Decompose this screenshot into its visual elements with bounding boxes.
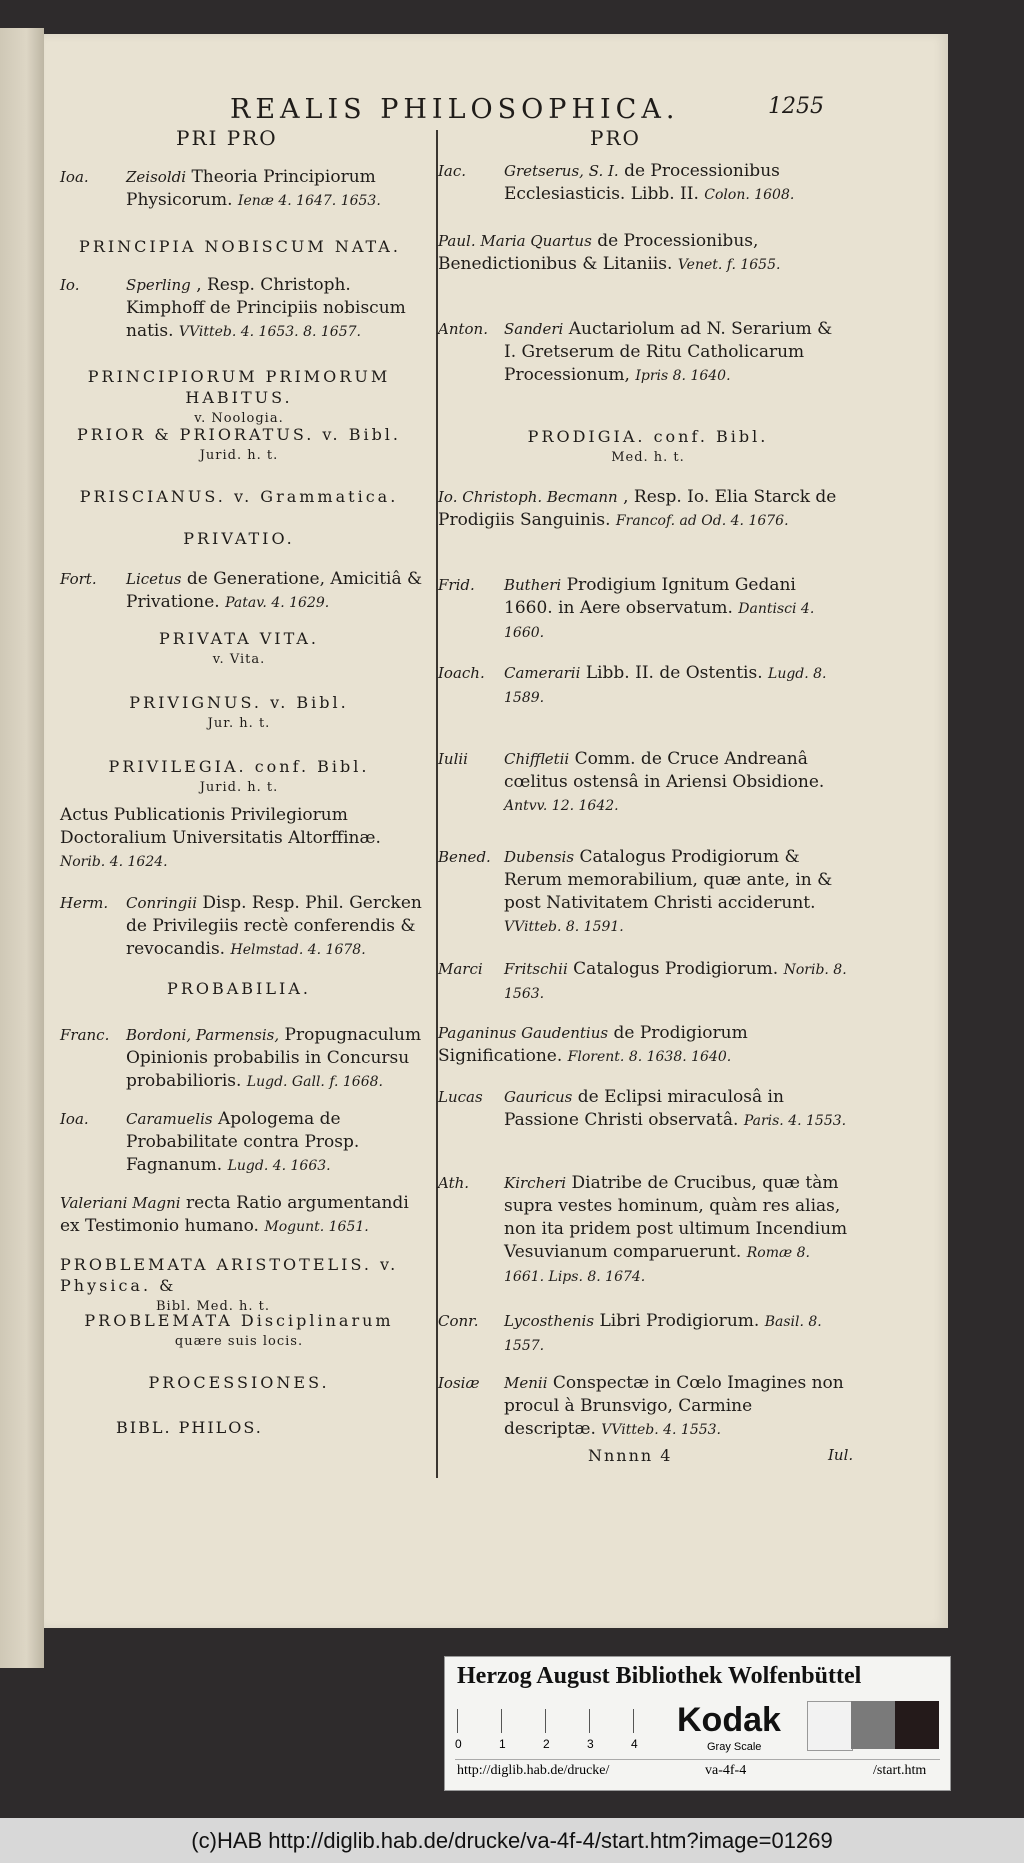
section-heading: PRIVILEGIA. conf. Bibl. Jurid. h. t.: [108, 757, 370, 795]
section-heading: PRODIGIA. conf. Bibl. Med. h. t.: [527, 427, 769, 465]
section-heading: PRIVATA VITA. v. Vita.: [158, 629, 320, 667]
signature-mark: Nnnnn 4: [588, 1446, 673, 1465]
running-title: REALIS PHILOSOPHICA.: [230, 94, 680, 125]
section-heading: PRIVATIO.: [183, 529, 295, 548]
swatch-black: [895, 1701, 939, 1749]
section-heading: PRISCIANUS. v. Grammatica.: [79, 487, 399, 506]
color-target-card: [444, 1656, 951, 1791]
section-heading: PROBABILIA.: [167, 979, 311, 998]
ruler-scale: 0 1 2 3 4: [455, 1701, 671, 1733]
section-heading: PROBLEMATA Disciplinarum quære suis locis.: [84, 1311, 394, 1349]
swatch-white: [807, 1701, 853, 1751]
page-number: 1255: [768, 94, 824, 119]
section-heading: PRINCIPIA NOBISCUM NATA.: [79, 237, 401, 256]
book-page: REALIS PHILOSOPHICA. 1255 PRI PRO PRO Ioa. Zeisoldi Theoria Principiorum Physicorum. Ienæ 4. 1647. 1653. PRINCIPIA NOBISCUM NATA. Io. Sperling , Resp. Christoph. Kimphoff de Principiis nobiscum natis. VVitteb. 4. 1653. 8. 1657. PRINCIPIORUM PRIMORUM HABITUS. v. Noologia. PRIOR & PRIORATUS. v. Bibl. Jurid. h. t. PRISCIANUS. v. Grammatica. PRIVATIO. Fort. Licetus de Generatione, Amicitiâ & Privatione. Patav. 4. 1629. PRIVATA VITA. v. Vita. PRIVIGNUS. v. Bibl. Jur. h. t. PRIVILEGIA. conf. Bibl. Jurid. h. t. Actus Publicationis Privilegiorum Doctoralium Universitatis Altorffinæ. Norib. 4. 1624. Herm. Conringii Disp. Resp. Phil. Gercken de Privilegiis rectè conferendis & revocandis. Helmstad. 4. 1678. PROBABILIA. Franc. Bordoni, Parmensis, Propugnaculum Opinionis probabilis in Concursu probabilioris. Lugd. Gall. f. 1668. Ioa. Caramuelis Apologema de Probabilitate contra Prosp. Fagnanum. Lugd. 4. 1663. Valeriani Magni recta Ratio argumentandi ex Testimonio humano. Mogunt. 1651. PROBLEMATA ARISTOTELIS. v. Physica. & Bibl. Med. h. t. PROBLEMATA Disciplinarum quære suis locis. PROCESSIONES. BIBL. PHILOS. Iac. Gretserus, S. I. de Processionibus Ecclesiasticis. Libb. II. Colon. 1608. Paul. Maria Quartus de Processionibus, Benedictionibus & Litaniis. Venet. f. 1655. Anton. Sanderi Auctariolum ad N. Serarium & I. Gretserum de Ritu Catholicarum Processionum, Ipris 8. 1640. PRODIGIA. conf. Bibl. Med. h. t. Io. Christoph. Becmann , Resp. Io. Elia Starck de Prodigiis Sanguinis. Francof. ad Od. 4. 1676. Frid. Butheri Prodigium Ignitum Gedani 1660. in Aere observatum. Dantisci 4. 1660. Ioach. Camerarii Libb. II. de Ostentis. Lugd. 8. 1589. Iulii Chiffletii Comm. de Cruce Andreanâ cœlitus ostensâ in Ariensi Obsidione. Antvv. 12. 1642. Bened. Dubensis Catalogus Prodigiorum & Rerum memorabilium, quæ ante, in & post Nativitatem Christi acciderunt. VVitteb. 8. 1591. Marci Fritschii Catalogus Prodigiorum. Norib. 8. 1563. Paganinus Gaudentius de Prodigiorum Significatione. Florent. 8. 1638. 1640. Lucas Gauricus de Eclipsi miraculosâ in Passione Christi observatâ. Paris. 4. 1553. Ath. Kircheri Diatribe de Crucibus, quæ tàm supra vestes hominum, quàm res alias, non ita pridem post ultimum Incendium Vesuvianum comparuerunt. Romæ 8. 1661. Lips. 8. 1674. Conr. Lycosthenis Libri Prodigiorum. Basil. 8. 1557. Iosiæ Menii Conspectæ in Cœlo Imagines non procul à Brunsvigo, Carmine descriptæ. VVitteb. 4. 1553. Nnnnn 4 Iul.: [44, 34, 948, 1628]
url-row: http://diglib.hab.de/drucke/ va-4f-4 /start.htm: [455, 1759, 940, 1782]
grayscale-label: Gray Scale: [707, 1741, 762, 1753]
previous-page-edge: [0, 28, 44, 1668]
section-heading: PRIVIGNUS. v. Bibl. Jur. h. t.: [129, 693, 349, 731]
section-heading: PROBLEMATA ARISTOTELIS. v. Physica. & Bibl. Med. h. t.: [60, 1255, 399, 1314]
signature-mark: BIBL. PHILOS.: [116, 1418, 263, 1437]
right-column-head: PRO: [590, 126, 641, 150]
swatch-gray: [851, 1701, 895, 1749]
section-heading: PROCESSIONES.: [148, 1373, 330, 1392]
section-heading: PRIOR & PRIORATUS. v. Bibl. Jurid. h. t.: [76, 425, 402, 463]
kodak-logo: Kodak: [677, 1701, 781, 1739]
section-heading: PRINCIPIORUM PRIMORUM HABITUS. v. Noologia.: [87, 367, 391, 426]
entry-label: Ioa.: [60, 168, 89, 186]
library-name: Herzog August Bibliothek Wolfenbüttel: [457, 1663, 862, 1689]
catchword: Iul.: [828, 1446, 854, 1464]
left-column-head: PRI PRO: [176, 126, 278, 150]
copyright-bar: (c)HAB http://diglib.hab.de/drucke/va-4f-4/start.htm?image=01269: [0, 1818, 1024, 1863]
